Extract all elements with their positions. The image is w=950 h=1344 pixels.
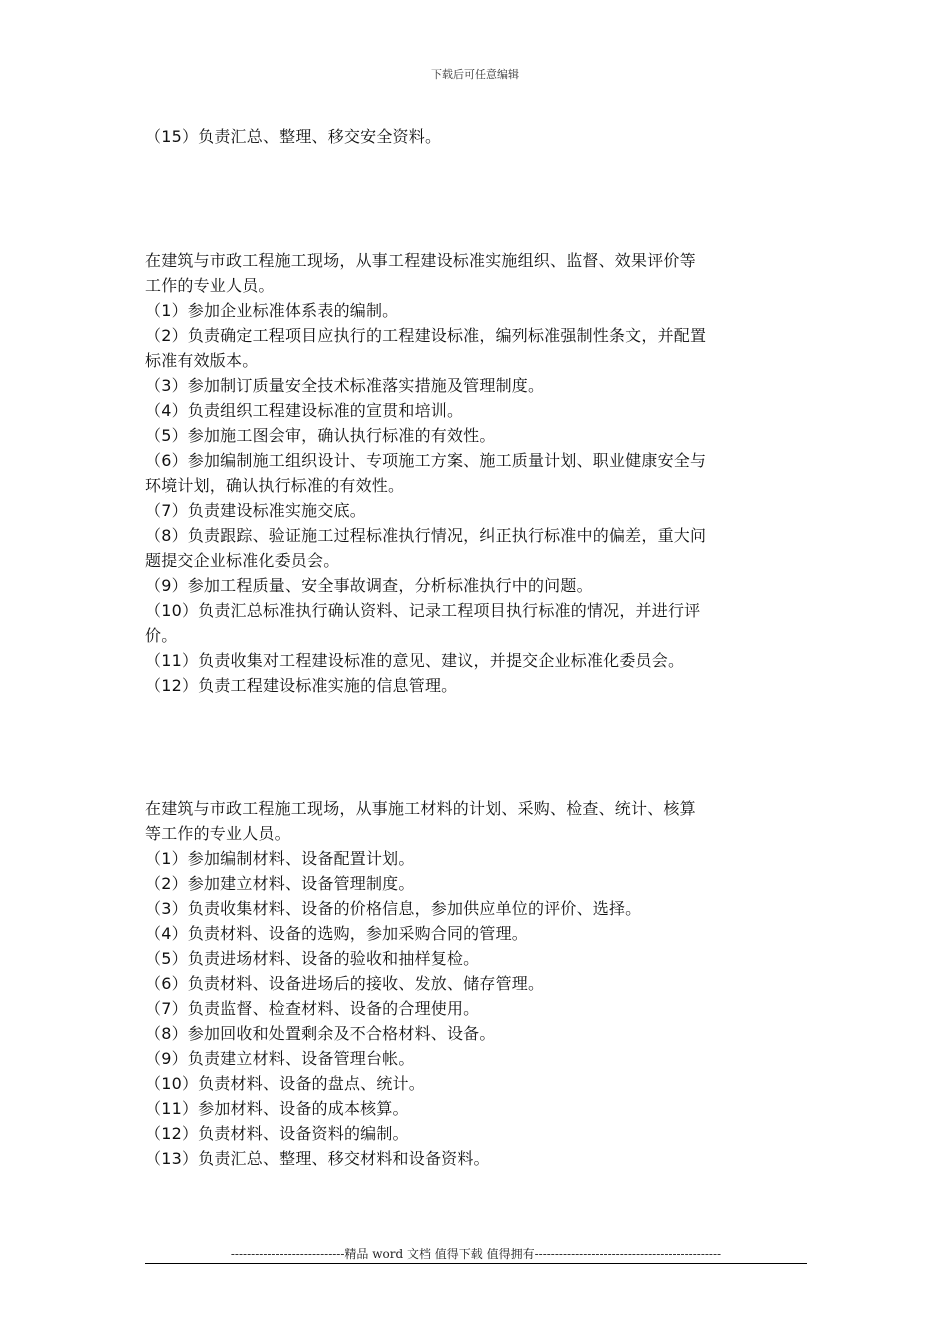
list-item: （4）负责组织工程建设标准的宣贯和培训。 xyxy=(145,401,464,420)
section-materials-officer xyxy=(145,796,810,1171)
list-item: （12）负责材料、设备资料的编制。 xyxy=(145,1124,409,1143)
page-footer: ----------------------------精品 word 文档 值得下载 值得拥有---------------------------------------------- xyxy=(230,1247,722,1261)
list-item: （8）负责跟踪、验证施工过程标准执行情况，纠正执行标准中的偏差，重大问 xyxy=(145,526,707,545)
list-item: （12）负责工程建设标准实施的信息管理。 xyxy=(145,676,458,695)
list-item: 环境计划，确认执行标准的有效性。 xyxy=(145,476,405,495)
intro-line: 等工作的专业人员。 xyxy=(145,824,291,843)
list-item: 标准有效版本。 xyxy=(145,351,259,370)
list-item: （3）参加制订质量安全技术标准落实措施及管理制度。 xyxy=(145,376,545,395)
list-item: （11）负责收集对工程建设标准的意见、建议，并提交企业标准化委员会。 xyxy=(145,651,685,670)
intro-line: 在建筑与市政工程施工现场，从事施工材料的计划、采购、检查、统计、核算 xyxy=(145,799,696,818)
list-item: （9）参加工程质量、安全事故调查，分析标准执行中的问题。 xyxy=(145,576,593,595)
list-item: （6）负责材料、设备进场后的接收、发放、储存管理。 xyxy=(145,974,545,993)
page-header: 下载后可任意编辑 xyxy=(431,68,519,81)
list-item: （10）负责汇总标准执行确认资料、记录工程项目执行标准的情况，并进行评 xyxy=(145,601,701,620)
list-item: 题提交企业标准化委员会。 xyxy=(145,551,340,570)
list-item: 价。 xyxy=(145,626,178,645)
list-item: （6）参加编制施工组织设计、专项施工方案、施工质量计划、职业健康安全与 xyxy=(145,451,707,470)
list-item: （8）参加回收和处置剩余及不合格材料、设备。 xyxy=(145,1024,496,1043)
list-item: （7）负责监督、检查材料、设备的合理使用。 xyxy=(145,999,480,1018)
list-item: （9）负责建立材料、设备管理台帐。 xyxy=(145,1049,415,1068)
list-item: （13）负责汇总、整理、移交材料和设备资料。 xyxy=(145,1149,490,1168)
list-item: （2）参加建立材料、设备管理制度。 xyxy=(145,874,415,893)
intro-line: 工作的专业人员。 xyxy=(145,276,275,295)
footer-divider xyxy=(145,1263,807,1264)
list-item: （5）参加施工图会审，确认执行标准的有效性。 xyxy=(145,426,496,445)
intro-line: 在建筑与市政工程施工现场，从事工程建设标准实施组织、监督、效果评价等 xyxy=(145,251,696,270)
list-item: （5）负责进场材料、设备的验收和抽样复检。 xyxy=(145,949,480,968)
list-item: （3）负责收集材料、设备的价格信息，参加供应单位的评价、选择。 xyxy=(145,899,642,918)
list-item: （1）参加编制材料、设备配置计划。 xyxy=(145,849,415,868)
list-item: （10）负责材料、设备的盘点、统计。 xyxy=(145,1074,425,1093)
list-item: （1）参加企业标准体系表的编制。 xyxy=(145,301,399,320)
section-standards-officer xyxy=(145,248,810,698)
list-item: （4）负责材料、设备的选购，参加采购合同的管理。 xyxy=(145,924,528,943)
list-item: （2）负责确定工程项目应执行的工程建设标准，编列标准强制性条文，并配置 xyxy=(145,326,707,345)
list-item: （11）参加材料、设备的成本核算。 xyxy=(145,1099,409,1118)
list-item: （15）负责汇总、整理、移交安全资料。 xyxy=(145,127,442,146)
section-safety-tail xyxy=(145,124,810,149)
list-item: （7）负责建设标准实施交底。 xyxy=(145,501,366,520)
